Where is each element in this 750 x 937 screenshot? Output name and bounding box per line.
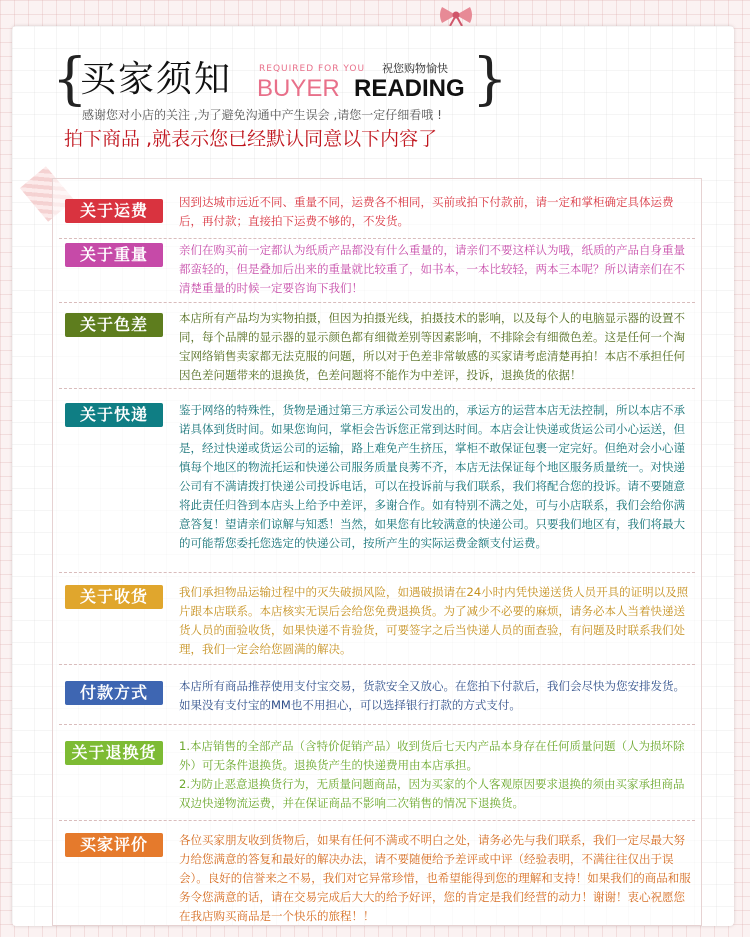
section-signing <box>53 573 701 665</box>
subtitle: 感谢您对小店的关注 ,为了避免沟通中产生误会 ,请您一定仔细看哦 ! <box>82 108 442 122</box>
section-label-signing: 关于收货 <box>65 585 163 609</box>
section-freight <box>53 179 701 239</box>
wish-tagline: 祝您购物愉快 <box>382 62 448 75</box>
section-weight <box>53 239 701 303</box>
buyer-word: BUYER <box>257 75 340 102</box>
section-text-signing: 我们承担物品运输过程中的灭失破损风险，如遇破损请在24小时内凭快递送货人员开具的证明以及照片跟本店联系。本店核实无误后会给您免费退换货。为了减少不必要的麻烦，请务必本人当着快递送货人员的面验收货，如果快递不肯验货，可要签字之后当快递人员的面查验，有问题及时联系我们处理，我们一定会给您圆满的解决。 <box>179 585 689 656</box>
section-label-payment: 付款方式 <box>65 681 163 705</box>
bow-decoration-icon <box>438 4 474 26</box>
section-label-freight: 关于运费 <box>65 199 163 223</box>
agreement-notice: 拍下商品 ,就表示您已经默认同意以下内容了 <box>64 128 438 150</box>
section-label-weight: 关于重量 <box>65 243 163 267</box>
section-label-returns: 关于退换货 <box>65 741 163 765</box>
returns-line-2: 2.为防止恶意退换货行为，无质量问题商品，因为买家的个人客观原因要求退换的须由买家承担商品双边快递物流运费，并在保证商品不影响二次销售的情况下退换货。 <box>179 777 685 810</box>
section-express <box>53 389 701 573</box>
returns-line-1: 1.本店销售的全部产品（含特价促销产品）收到货后七天内产品本身存在任何质量问题（人为损坏除外）可无条件退换货。退换货产生的快递费用由本店承担。 <box>179 739 685 772</box>
left-brace: { <box>52 47 88 112</box>
right-brace: } <box>472 47 508 112</box>
page-title: 买家须知 <box>80 59 233 100</box>
section-returns <box>53 725 701 821</box>
section-review <box>53 821 701 925</box>
notice-panel <box>52 178 702 926</box>
section-text-color-diff: 本店所有产品均为实物拍摄，但因为拍摄光线，拍摄技术的影响，以及每个人的电脑显示器的设置不同，每个品牌的显示器的显示颜色都有细微差别等因素影响，不排除会有细微色差。这是任何一个淘宝网络销售卖家都无法克服的问题，所以对于色差非常敏感的买家请考虑清楚再拍！本店不承担任何因色差问题带来的退换货，色差问题将不能作为中差评，投诉，退换货的依据！ <box>179 311 685 382</box>
section-label-color-diff: 关于色差 <box>65 313 163 337</box>
section-label-review: 买家评价 <box>65 833 163 857</box>
section-text-review: 各位买家朋友收到货物后，如果有任何不满或不明白之处，请务必先与我们联系，我们一定尽最大努力给您满意的答复和最好的解决办法，请不要随便给予差评或中评（经验表明，不满往往仅出于误会）。良好的信誉来之不易，我们对它异常珍惜，也希望能得到您的理解和支持！如果我们的商品和服务令您满意的话，请在交易完成后大大的给予好评，您的肯定是我们经营的动力！谢谢！衷心祝愿您在我店购买商品是一个快乐的旅程！！ <box>179 833 691 923</box>
section-text-express: 鉴于网络的特殊性，货物是通过第三方承运公司发出的，承运方的运营本店无法控制，所以本店不承诺具体到货时间。如果您询问，掌柜会告诉您正常到达时间。本店会让快递或货运公司小心运送，但是，经过快递或货运公司的运输，路上难免产生挤压，掌柜不敢保证包裹一定完好。但绝对会小心谨慎每个地区的物流托运和快递公司服务质量良莠不齐，本店无法保证每个地区服务质量统一。对快递公司有不满请拨打快递公司投诉电话，可以在投诉前与我们联系，我们将配合您的投诉。请不要随意将此责任归咎到本店头上给予中差评，多谢合作。如有特别不满之处，可与小店联系，我们会给你满意答复！望请亲们谅解与知悉！当然，如果您有比较满意的快递公司。只要我们地区有，我们将最大的可能帮您委托您选定的快递公司，按所产生的实际运费金额支付运费。 <box>179 403 685 550</box>
section-text-payment: 本店所有商品推荐使用支付宝交易，货款安全又放心。在您拍下付款后，我们会尽快为您安排发货。如果没有支付宝的MM也不用担心，可以选择银行打款的方式支付。 <box>179 679 685 712</box>
section-text-weight: 亲们在购买前一定都认为纸质产品都没有什么重量的，请亲们不要这样认为哦，纸质的产品自身重量都蛮轻的，但是叠加后出来的重量就比较重了，如书本，一本比较轻，两本三本呢？所以请亲们在不清楚重量的时候一定要咨询下我们！ <box>179 243 685 295</box>
required-tagline: REQUIRED FOR YOU <box>259 64 366 74</box>
section-payment <box>53 665 701 725</box>
section-color-diff <box>53 303 701 389</box>
reading-word: READING <box>354 75 465 102</box>
section-text-freight: 因到达城市远近不同、重量不同，运费各不相同，买前或拍下付款前，请一定和掌柜确定具体运费后，再付款；直接拍下运费不够的，不发货。 <box>179 195 674 228</box>
section-text-returns <box>179 737 691 813</box>
section-label-express: 关于快递 <box>65 403 163 427</box>
